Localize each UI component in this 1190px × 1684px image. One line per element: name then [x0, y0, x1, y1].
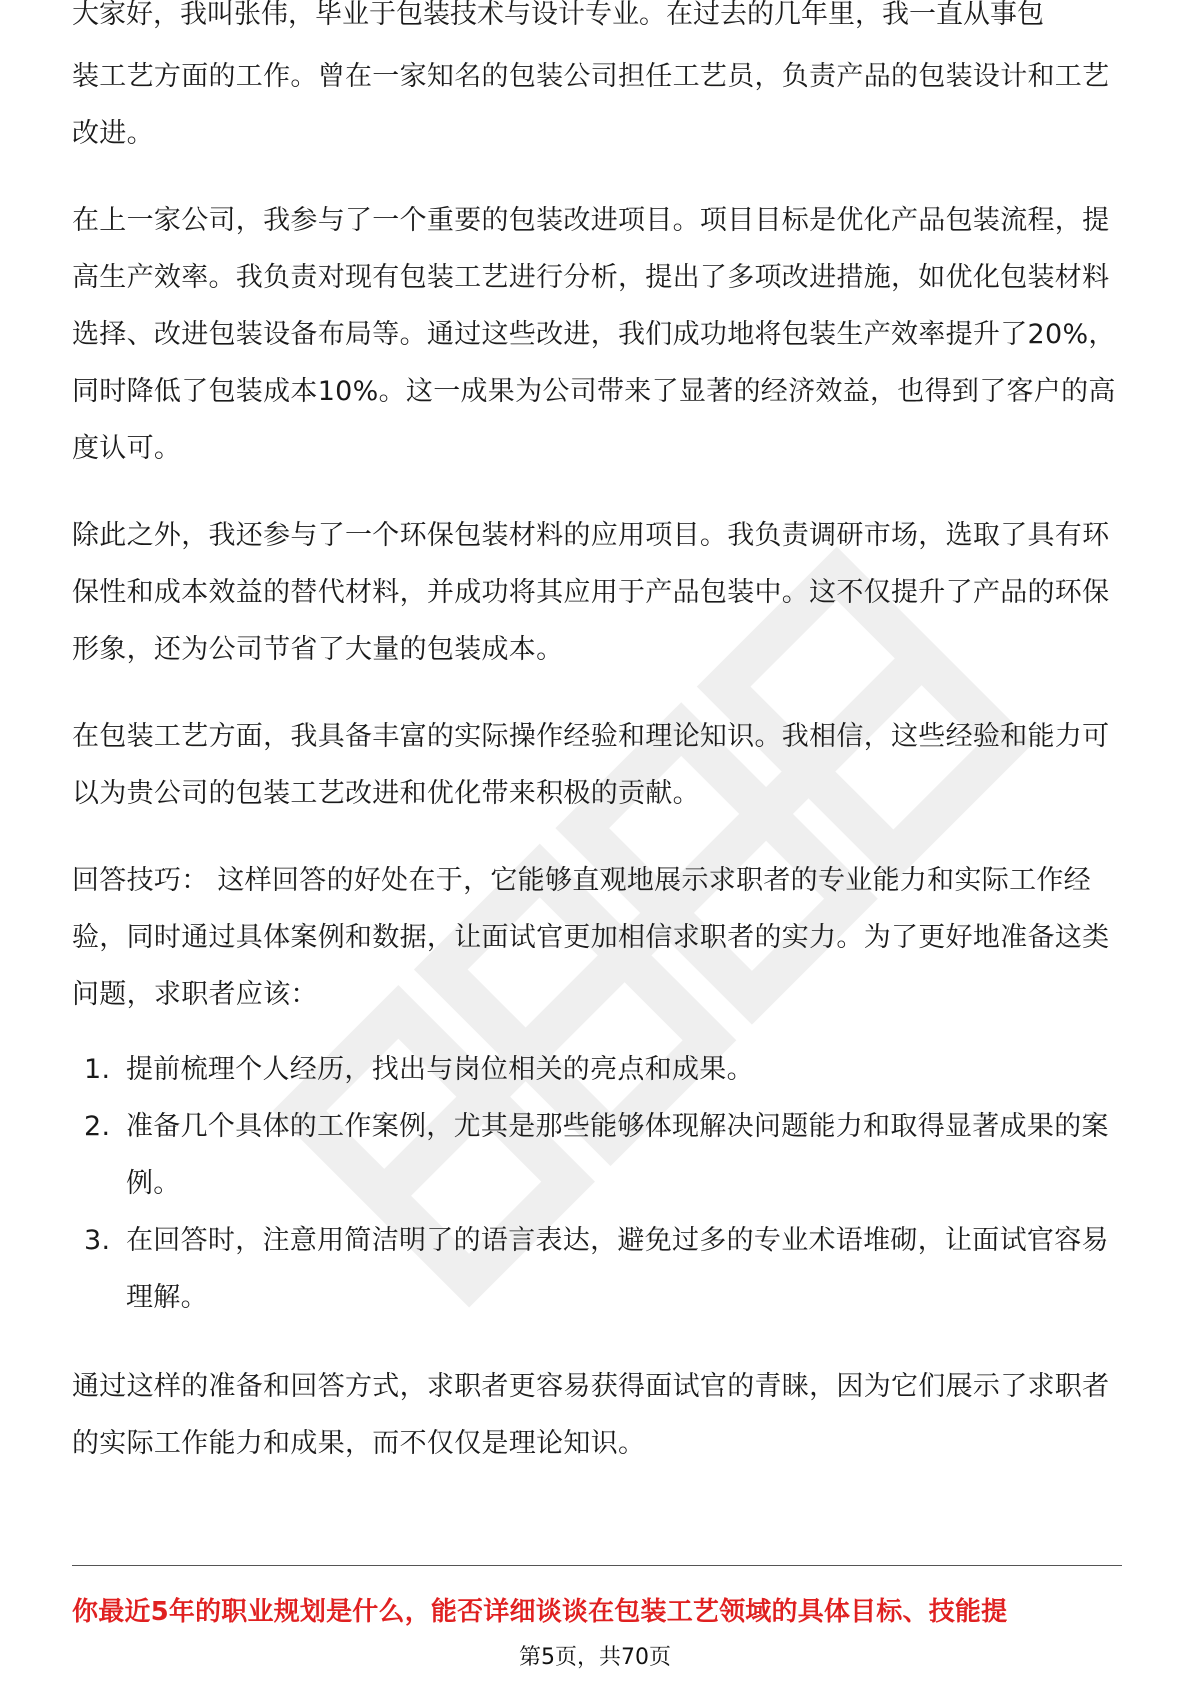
list-number: 3.	[84, 1225, 111, 1256]
tips-list	[72, 1041, 1122, 1326]
paragraph-intro: 装工艺方面的工作。曾在一家知名的包装公司担任工艺员，负责产品的包装设计和工艺改进。	[72, 61, 1110, 149]
page-number-footer: 第5页，共70页	[519, 1645, 671, 1670]
paragraph-project: 在上一家公司，我参与了一个重要的包装改进项目。项目目标是优化产品包装流程，提高生产效率。我负责对现有包装工艺进行分析，提出了多项改进措施，如优化包装材料选择、改进包装设备布局等。通过这些改进，我们成功地将包装生产效率提升了20%，同时降低了包装成本10%。这一成果为公司带来了显著的经济效益，也得到了客户的高度认可。	[72, 205, 1116, 464]
list-item	[72, 1212, 1122, 1326]
next-question-heading: 你最近5年的职业规划是什么，能否详细谈谈在包装工艺领域的具体目标、技能提	[72, 1597, 1008, 1627]
document-body	[72, 0, 1122, 1502]
list-number: 1.	[84, 1054, 111, 1085]
list-text: 在回答时，注意用简洁明了的语言表达，避免过多的专业术语堆砌，让面试官容易理解。	[126, 1225, 1109, 1313]
list-text: 提前梳理个人经历，找出与岗位相关的亮点和成果。	[126, 1054, 754, 1085]
paragraph-eco-project: 除此之外，我还参与了一个环保包装材料的应用项目。我负责调研市场，选取了具有环保性和成本效益的替代材料，并成功将其应用于产品包装中。这不仅提升了产品的环保形象，还为公司节省了大量的包装成本。	[72, 520, 1110, 665]
divider-line	[72, 1565, 1122, 1566]
paragraph-answer-tips: 回答技巧： 这样回答的好处在于，它能够直观地展示求职者的专业能力和实际工作经验，同时通过具体案例和数据，让面试官更加相信求职者的实力。为了更好地准备这类问题，求职者应该：	[72, 865, 1110, 1010]
cut-off-top-line	[72, 0, 1122, 48]
list-text: 准备几个具体的工作案例，尤其是那些能够体现解决问题能力和取得显著成果的案例。	[126, 1111, 1109, 1199]
paragraph-closing: 通过这样的准备和回答方式，求职者更容易获得面试官的青睐，因为它们展示了求职者的实际工作能力和成果，而不仅仅是理论知识。	[72, 1371, 1110, 1459]
list-number: 2.	[84, 1111, 111, 1142]
list-item	[72, 1041, 1122, 1098]
list-item	[72, 1098, 1122, 1212]
paragraph-skills: 在包装工艺方面，我具备丰富的实际操作经验和理论知识。我相信，这些经验和能力可以为贵公司的包装工艺改进和优化带来积极的贡献。	[72, 721, 1110, 809]
cut-off-text: 大家好，我叫张伟，毕业于包装技术与设计专业。在过去的几年里，我一直从事包	[72, 0, 1044, 30]
